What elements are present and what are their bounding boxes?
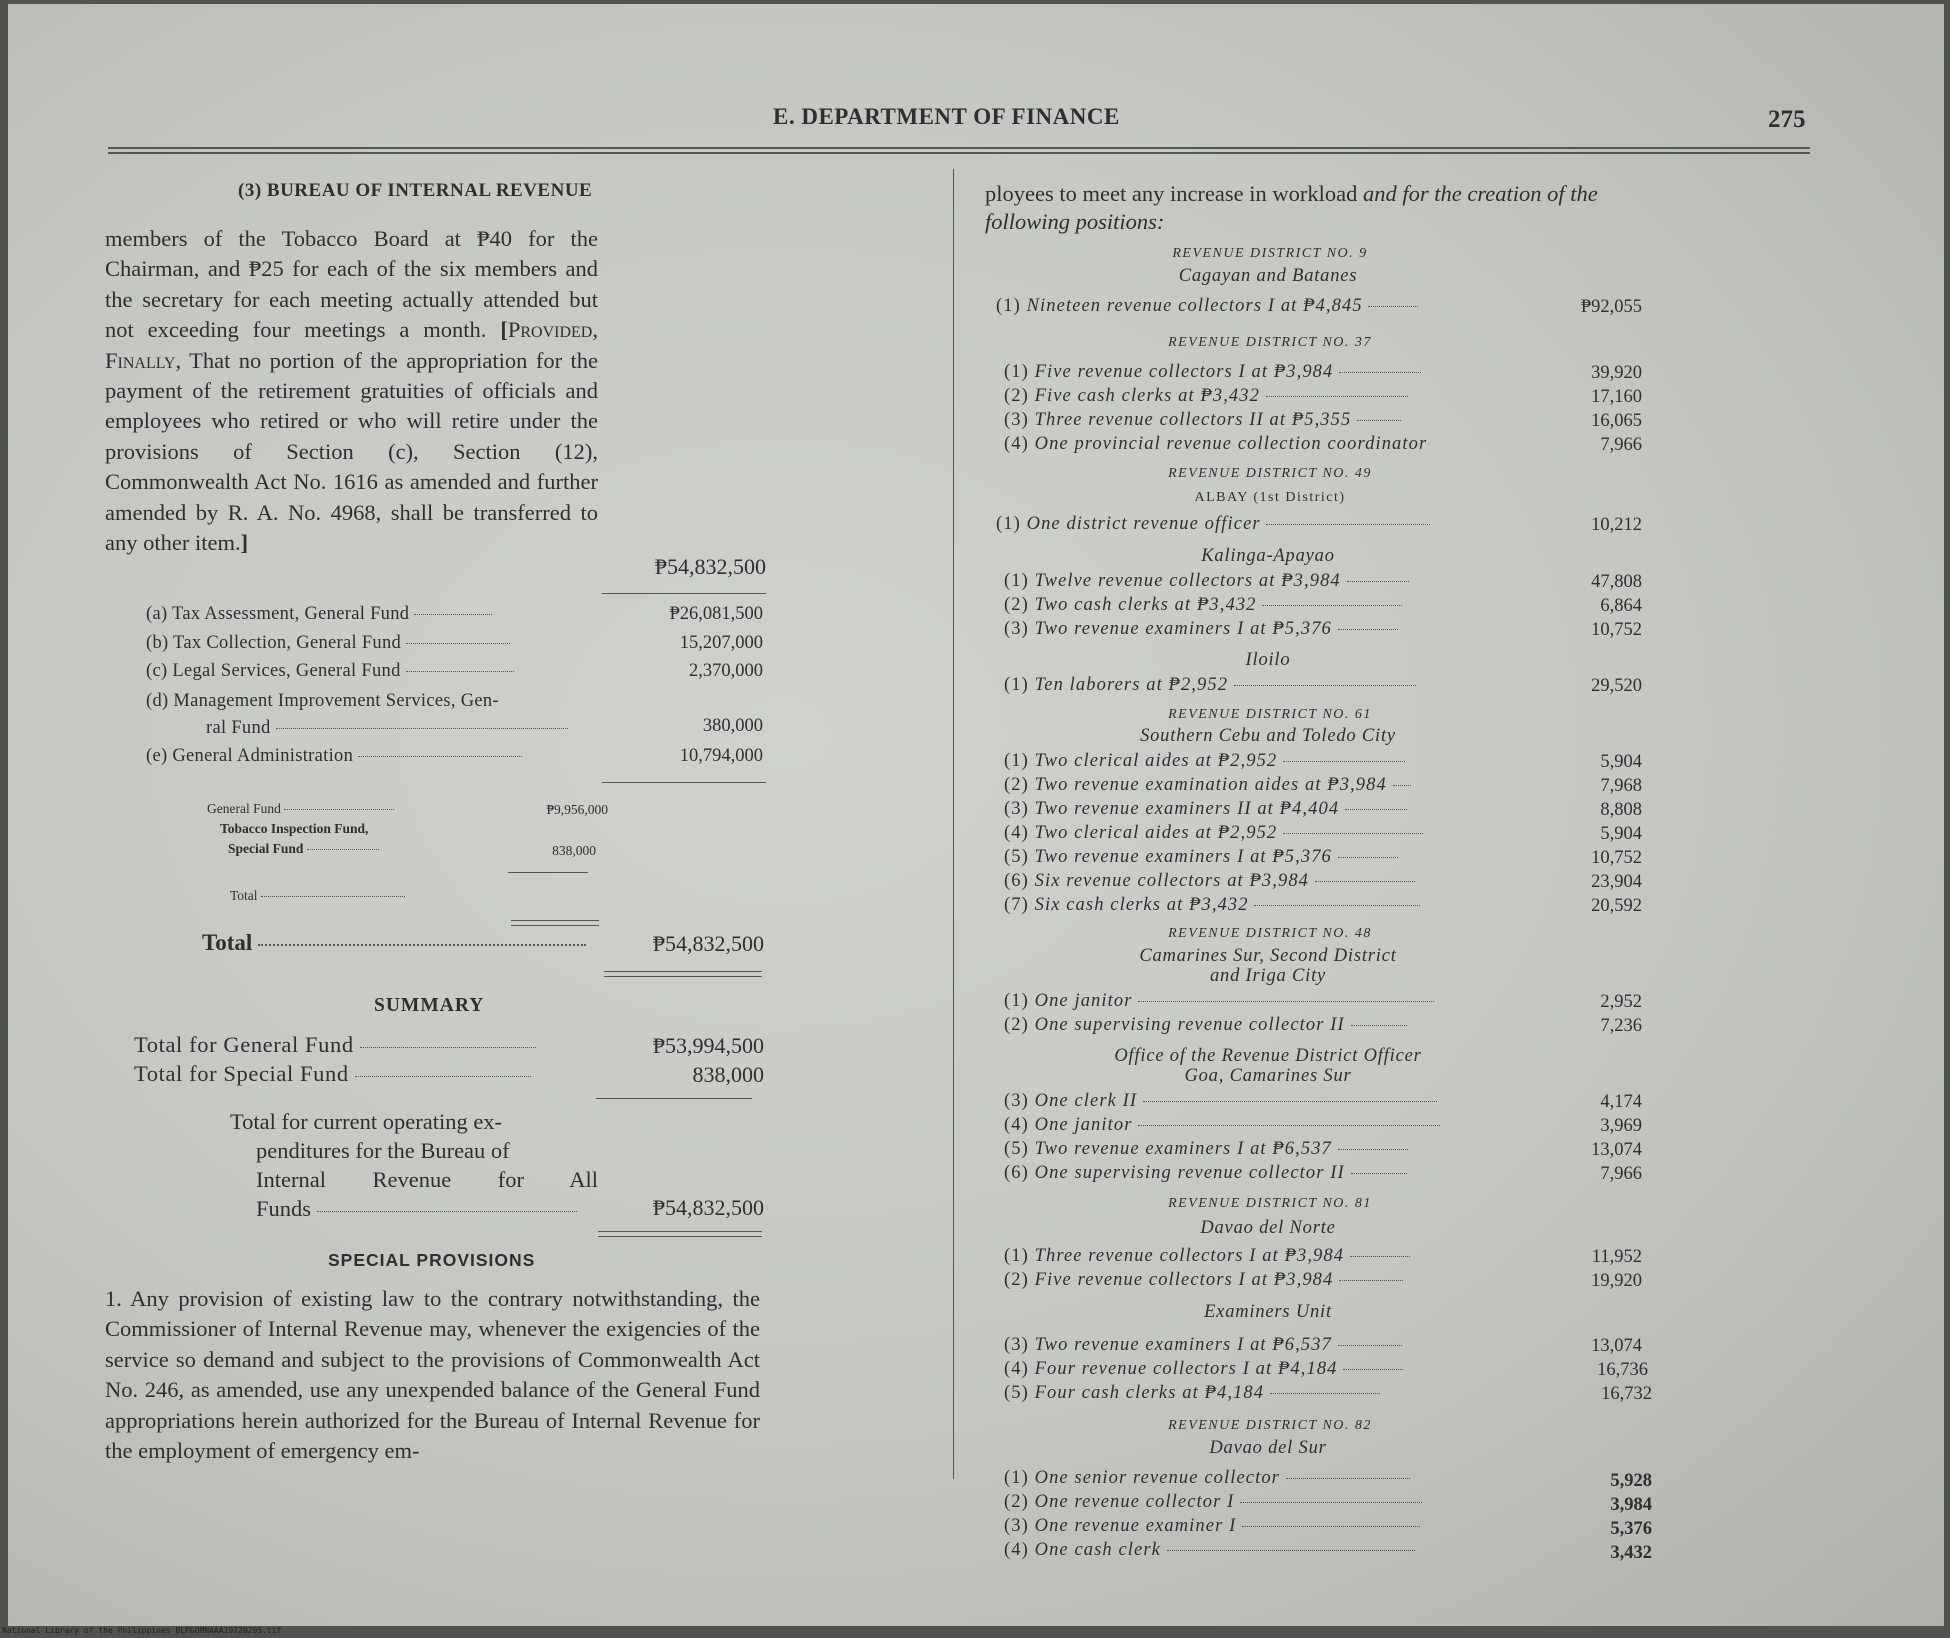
paragraph-total: ₱54,832,500 <box>654 554 766 579</box>
rule <box>511 925 599 926</box>
district-heading: REVENUE DISTRICT NO. 81 <box>1168 1196 1372 1211</box>
rule <box>596 1098 752 1099</box>
summary-heading: SUMMARY <box>374 995 485 1016</box>
position-amount: 3,969 <box>1600 1116 1642 1136</box>
page-header-title: E. DEPARTMENT OF FINANCE <box>773 104 1120 129</box>
position-item: (5) Four cash clerks at ₱4,184 <box>1004 1383 1380 1404</box>
position-amount: 3,432 <box>1610 1543 1652 1563</box>
position-item: (3) Three revenue collectors II at ₱5,355 <box>1004 410 1401 431</box>
position-amount: 20,592 <box>1591 896 1642 916</box>
position-amount: 7,966 <box>1600 1164 1642 1184</box>
allocation-amount: 10,794,000 <box>679 746 763 766</box>
position-item: (3) Two revenue examiners I at ₱5,376 <box>1004 619 1398 640</box>
position-amount: 4,174 <box>1600 1092 1642 1112</box>
header-rule <box>108 147 1810 149</box>
special-provision-1: 1. Any provision of existing law to the contrary notwithstanding, the Commissioner of Internal Revenue may, whenever the exigencies of the service so demand and subject to the provisions of Commonwealth Act No. 246, as amended, use any unexpended balance of the General Fund appropriations herein authorized for the Bureau of Internal Revenue for the employment of emergency em- <box>105 1286 760 1464</box>
total-label: Total <box>202 930 586 956</box>
position-amount: 8,808 <box>1600 800 1642 820</box>
position-amount: 16,732 <box>1601 1384 1652 1404</box>
district-place: Office of the Revenue District Officer <box>1114 1046 1422 1066</box>
total-amount: ₱54,832,500 <box>652 931 764 956</box>
continuation-paragraph: ployees to meet any increase in workload and for the creation of the following positions: <box>985 181 1598 234</box>
special-provisions-heading: SPECIAL PROVISIONS <box>328 1250 536 1270</box>
position-amount: 39,920 <box>1591 363 1642 383</box>
position-item: (4) One provincial revenue collection coordinator <box>1004 434 1428 454</box>
rule <box>602 782 766 783</box>
position-amount: 5,904 <box>1600 752 1642 772</box>
position-item: (1) Twelve revenue collectors at ₱3,984 <box>1004 571 1409 592</box>
position-amount: ₱92,055 <box>1580 297 1642 317</box>
fund-tobacco-label: Tobacco Inspection Fund, <box>220 821 369 836</box>
position-amount: 5,376 <box>1610 1519 1652 1539</box>
district-place: Kalinga-Apayao <box>1201 546 1335 566</box>
section-heading: (3) BUREAU OF INTERNAL REVENUE <box>238 180 593 201</box>
fund-total-label: Total <box>230 888 405 904</box>
district-heading: REVENUE DISTRICT NO. 9 <box>1172 246 1368 261</box>
rule <box>598 1236 762 1237</box>
summary-special-row: Total for Special Fund <box>134 1061 531 1087</box>
district-heading: REVENUE DISTRICT NO. 82 <box>1168 1418 1372 1433</box>
position-item: (1) Ten laborers at ₱2,952 <box>1004 675 1416 696</box>
position-item: (2) Two revenue examination aides at ₱3,984 <box>1004 775 1411 796</box>
position-item: (2) Five cash clerks at ₱3,432 <box>1004 386 1408 407</box>
position-item: (1) Two clerical aides at ₱2,952 <box>1004 751 1405 772</box>
position-item: (6) One supervising revenue collector II <box>1004 1163 1407 1184</box>
summary-general-row: Total for General Fund <box>134 1032 536 1058</box>
fund-general-label: General Fund <box>207 801 394 817</box>
position-item: (2) Two cash clerks at ₱3,432 <box>1004 595 1402 616</box>
position-item: (3) Two revenue examiners I at ₱6,537 <box>1004 1335 1402 1356</box>
allocation-row: (a) Tax Assessment, General Fund <box>146 604 601 625</box>
scanned-page <box>8 4 1944 1626</box>
position-amount: 7,966 <box>1600 435 1642 455</box>
district-heading: REVENUE DISTRICT NO. 37 <box>1168 335 1372 350</box>
position-amount: 16,736 <box>1597 1360 1648 1380</box>
fund-tobacco-label: Special Fund <box>228 841 379 857</box>
column-divider <box>953 169 954 1479</box>
rule <box>604 971 762 972</box>
summary-special-amount: 838,000 <box>692 1062 764 1087</box>
district-place: Examiners Unit <box>1204 1302 1332 1322</box>
summary-general-amount: ₱53,994,500 <box>652 1033 764 1058</box>
position-amount: 3,984 <box>1610 1495 1652 1515</box>
rule <box>602 593 766 594</box>
position-item: (6) Six revenue collectors at ₱3,984 <box>1004 871 1415 892</box>
position-item: (1) Three revenue collectors I at ₱3,984 <box>1004 1246 1410 1267</box>
position-amount: 13,074 <box>1591 1140 1642 1160</box>
district-heading: REVENUE DISTRICT NO. 61 <box>1168 707 1372 722</box>
summary-current-amount: ₱54,832,500 <box>652 1195 764 1220</box>
position-amount: 13,074 <box>1591 1336 1642 1356</box>
position-item: (2) Five revenue collectors I at ₱3,984 <box>1004 1270 1403 1291</box>
position-amount: 10,752 <box>1591 620 1642 640</box>
district-heading: REVENUE DISTRICT NO. 48 <box>1168 926 1372 941</box>
position-amount: 19,920 <box>1591 1271 1642 1291</box>
scan-footer: National Library of the Philippines BLPGOMNAAA19720295.tif <box>2 1626 282 1635</box>
paragraph-tobacco-board: members of the Tobacco Board at ₱40 for the Chairman, and ₱25 for each of the six members and the secretary for each meeting actually attended but not exceeding four meetings a month. [Provided, Finally, That no portion of the appropriation for the payment of the retirement gratuities of officials and employees who retired or who will retire under the provisions of Section (c), Section (12), Commonwealth Act No. 1616 as amended and further amended by R. A. No. 4968, shall be transferred to any other item.] <box>105 226 598 556</box>
position-amount: 5,928 <box>1610 1471 1652 1491</box>
allocation-row-continued: ral Fund <box>206 718 606 739</box>
position-amount: 47,808 <box>1591 572 1642 592</box>
position-item: (1) One district revenue officer <box>996 514 1430 535</box>
allocation-amount: 380,000 <box>702 716 763 736</box>
position-item: (7) Six cash clerks at ₱3,432 <box>1004 895 1420 916</box>
district-heading: REVENUE DISTRICT NO. 49 <box>1168 466 1372 481</box>
rule <box>604 976 762 977</box>
district-place: and Iriga City <box>1209 966 1327 986</box>
district-place: Cagayan and Batanes <box>1178 266 1358 286</box>
position-item: (1) One janitor <box>1004 991 1434 1012</box>
position-item: (3) Two revenue examiners II at ₱4,404 <box>1004 799 1407 820</box>
district-place: Camarines Sur, Second District <box>1139 946 1397 966</box>
allocation-row: (e) General Administration <box>146 746 601 767</box>
position-item: (4) One cash clerk <box>1004 1540 1415 1561</box>
position-item: (1) Nineteen revenue collectors I at ₱4,845 <box>996 296 1418 317</box>
position-amount: 10,212 <box>1591 515 1642 535</box>
rule <box>598 1231 762 1232</box>
position-amount: 16,065 <box>1591 411 1642 431</box>
fund-tobacco-amount: 838,000 <box>552 843 596 858</box>
district-place: ALBAY (1st District) <box>1194 490 1346 505</box>
allocation-amount: 2,370,000 <box>689 661 763 681</box>
position-item: (3) One clerk II <box>1004 1091 1437 1112</box>
district-place: Iloilo <box>1245 650 1291 670</box>
position-item: (2) One supervising revenue collector II <box>1004 1015 1407 1036</box>
rule <box>511 920 599 921</box>
allocation-amount: 15,207,000 <box>679 633 763 653</box>
header-rule <box>108 152 1810 154</box>
fund-general-amount: ₱9,956,000 <box>546 802 608 817</box>
allocation-row: (d) Management Improvement Services, Gen- <box>146 691 499 711</box>
position-amount: 23,904 <box>1591 872 1642 892</box>
summary-current-operating: Total for current operating ex- penditures for the Bureau of Internal Revenue for All Funds <box>230 1109 598 1221</box>
allocation-row: (b) Tax Collection, General Fund <box>146 633 601 654</box>
position-amount: 5,904 <box>1600 824 1642 844</box>
district-place: Goa, Camarines Sur <box>1184 1066 1352 1086</box>
position-amount: 10,752 <box>1591 848 1642 868</box>
position-item: (1) One senior revenue collector <box>1004 1468 1410 1489</box>
position-item: (1) Five revenue collectors I at ₱3,984 <box>1004 362 1421 383</box>
page-number: 275 <box>1768 106 1806 133</box>
position-item: (2) One revenue collector I <box>1004 1492 1422 1513</box>
position-item: (4) Two clerical aides at ₱2,952 <box>1004 823 1423 844</box>
rule <box>508 872 588 873</box>
position-amount: 7,236 <box>1600 1016 1642 1036</box>
position-amount: 29,520 <box>1591 676 1642 696</box>
position-amount: 6,864 <box>1600 596 1642 616</box>
position-item: (5) Two revenue examiners I at ₱6,537 <box>1004 1139 1408 1160</box>
position-amount: 11,952 <box>1591 1247 1642 1267</box>
position-item: (4) Four revenue collectors I at ₱4,184 <box>1004 1359 1403 1380</box>
allocation-amount: ₱26,081,500 <box>669 604 763 624</box>
allocation-row: (c) Legal Services, General Fund <box>146 661 601 682</box>
district-place: Davao del Sur <box>1209 1438 1327 1458</box>
position-amount: 2,952 <box>1600 992 1642 1012</box>
district-place: Southern Cebu and Toledo City <box>1140 726 1396 746</box>
position-amount: 17,160 <box>1591 387 1642 407</box>
position-item: (5) Two revenue examiners I at ₱5,376 <box>1004 847 1398 868</box>
district-place: Davao del Norte <box>1200 1218 1336 1238</box>
position-amount: 7,968 <box>1600 776 1642 796</box>
position-item: (4) One janitor <box>1004 1115 1440 1136</box>
position-item: (3) One revenue examiner I <box>1004 1516 1420 1537</box>
